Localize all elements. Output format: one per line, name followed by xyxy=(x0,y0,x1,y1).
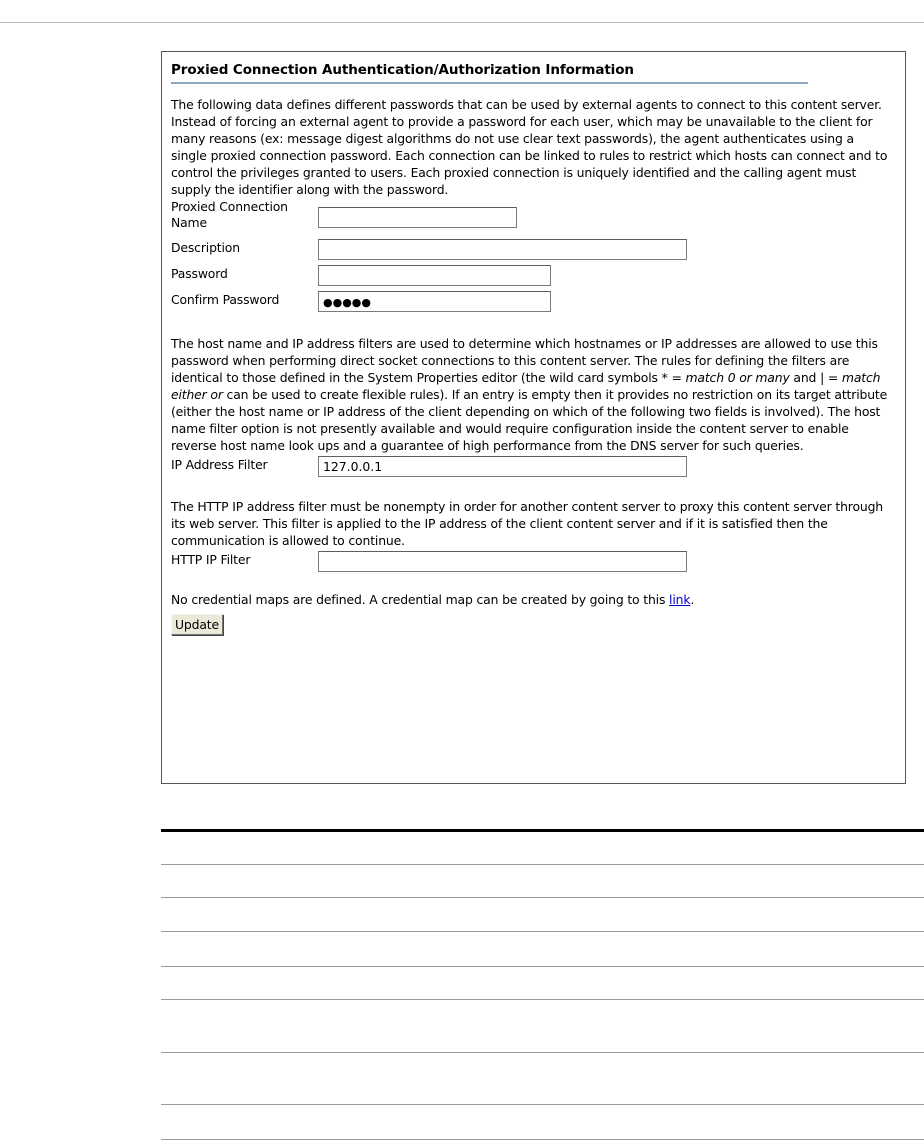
credential-map-text xyxy=(171,591,893,608)
intro-text: The following data defines different passwords that can be used by external agents to connect to this content server. Instead of forcing an external agent to provide a password for each user, which may be unavailable to the client for many reasons (ex: message digest algorithms do not use clear text passwords), the agent authenticates using a single proxied connection password. Each connection can be linked to rules to restrict which hosts can connect and to control the privileges granted to users. Each proxied connection is uniquely identified and the calling agent must supply the identifier along with the password. xyxy=(171,97,888,197)
wildcard-bar-rule: | = match either or xyxy=(171,370,881,402)
proxied-connection-name-input[interactable] xyxy=(318,207,517,228)
table-row-rule xyxy=(161,999,924,1000)
credential-map-period: . xyxy=(690,592,695,607)
confirm-password-input[interactable] xyxy=(318,291,551,312)
ip-address-filter-row xyxy=(171,456,905,482)
password-input[interactable] xyxy=(318,265,551,286)
proxied-connection-panel xyxy=(161,51,906,784)
confirm-password-mask: ●●●●● xyxy=(323,296,371,309)
proxied-connection-name-label: Proxied Connection Name xyxy=(171,199,288,230)
table-row-rule xyxy=(161,1104,924,1105)
password-label: Password xyxy=(171,266,228,281)
filters-text-2: can be used to create flexible rules). If an entry is empty then it provides no restriction on its target attribute (either the host name or IP address of the client depending on which of the following two fields is involved). The host name filter option is not presently available and would require configuration inside the content server to enable reverse host name look ups and a guarantee of high performance from the DNS server for such queries. xyxy=(171,387,888,453)
wildcard-star-rule: * = match 0 or many xyxy=(661,370,790,385)
description-row xyxy=(171,239,905,265)
ip-address-filter-input[interactable] xyxy=(318,456,687,477)
table-row-rule xyxy=(161,864,924,865)
page-header-rule xyxy=(0,22,924,23)
description-input[interactable] xyxy=(318,239,687,260)
filters-and: and xyxy=(789,370,821,385)
table-row-rule xyxy=(161,897,924,898)
http-filter-description: The HTTP IP address filter must be nonempty in order for another content server to proxy this content server through its web server. This filter is applied to the IP address of the client content server and if it is satisfied then the communication is allowed to continue. xyxy=(171,499,884,548)
password-row xyxy=(171,265,905,291)
confirm-password-row xyxy=(171,291,905,317)
http-ip-filter-input[interactable] xyxy=(318,551,687,572)
ip-address-filter-label: IP Address Filter xyxy=(171,457,268,472)
table-row-rule xyxy=(161,1139,924,1140)
credential-map-message: No credential maps are defined. A credential map can be created by going to this xyxy=(171,592,670,607)
filters-text-1: The host name and IP address filters are used to determine which hostnames or IP addresses are allowed to use this password when performing direct socket connections to this content server. The rules for defining the filters are identical to those defined in the System Properties editor (the wild card symbols xyxy=(171,336,878,385)
confirm-password-label: Confirm Password xyxy=(171,292,280,307)
table-row-rule xyxy=(161,1052,924,1053)
panel-title: Proxied Connection Authentication/Authorization Information xyxy=(171,62,808,84)
proxied-connection-name-row xyxy=(171,199,905,239)
http-ip-filter-row xyxy=(171,551,905,577)
filters-description xyxy=(171,335,893,454)
credential-map-link[interactable]: link xyxy=(669,592,691,607)
table-row-rule xyxy=(161,931,924,932)
description-label: Description xyxy=(171,240,240,255)
table-top-rule xyxy=(161,829,924,832)
update-button[interactable]: Update xyxy=(171,614,223,635)
http-ip-filter-label: HTTP IP Filter xyxy=(171,552,251,567)
table-row-rule xyxy=(161,966,924,967)
